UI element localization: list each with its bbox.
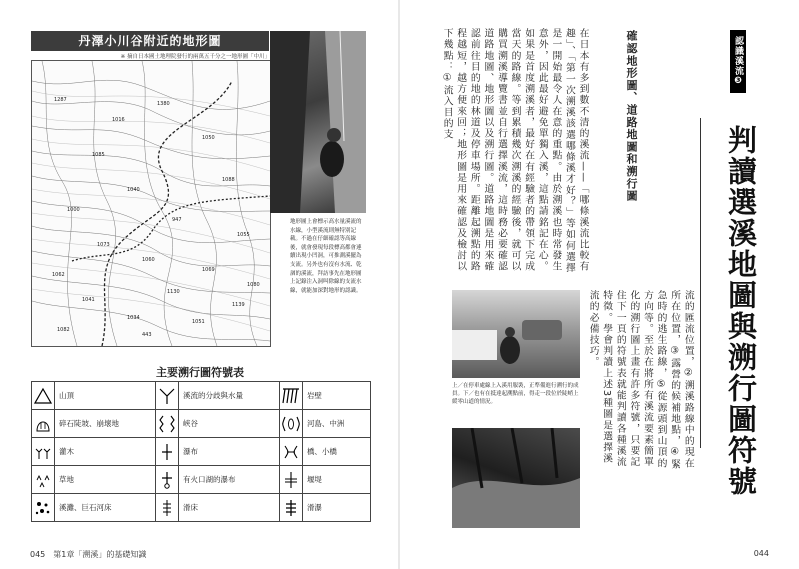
- legend-title: 主要溯行圖符號表: [156, 366, 244, 379]
- scree-slope-symbol-icon: [32, 410, 55, 438]
- map-label: 947: [172, 217, 182, 223]
- legend-row: [32, 494, 371, 522]
- map-label: 1088: [222, 177, 235, 183]
- page-footer-left: 045 第1章「溯溪」的基礎知識: [30, 550, 147, 559]
- legend-label: 滑瀑: [302, 494, 370, 522]
- map-label: 1085: [92, 152, 105, 158]
- photo-mountain-trail: [452, 428, 580, 528]
- body-text-lower: 流的匯流位置，②溯溪路線中的現在所在位置，③露營的候補地點，④緊急時的逃生路線，⑤從源頭到山頂的方向等。至於在將所有溪流要素簡單化的溯行圖上畫有許多符號，只要記住下一頁的符號表就能判讀各種溪流特徵。學會判讀上述3種圖是選擇溪流的必備技巧。: [587, 290, 694, 470]
- bridge-symbol-icon: [279, 438, 302, 466]
- boulder-riverbed-symbol-icon: [32, 494, 55, 522]
- map-label: 1130: [167, 289, 180, 295]
- legend-label: 峽谷: [178, 410, 279, 438]
- slide-bed-symbol-icon: [155, 494, 178, 522]
- river-island-symbol-icon: [279, 410, 302, 438]
- climber-photo-graphic: [270, 31, 366, 213]
- legend-label: 山頂: [55, 382, 156, 410]
- photo-caption: 上／在停車處線上入溪用服裝，正準備進行溯行的成員。下／也有在抵達起溯點前，得走一段位於陡峭上緩零山道的情況。: [452, 383, 579, 405]
- legend-row: [32, 438, 371, 466]
- map-label: 1050: [202, 135, 215, 141]
- legend-label: 碎石陡坡、崩壞地: [55, 410, 156, 438]
- parking-photo-graphic: [452, 290, 580, 378]
- trail-photo-graphic: [452, 428, 580, 528]
- contour-map-graphic: [32, 61, 270, 346]
- page-footer-right: 044: [753, 549, 769, 558]
- topographic-map: [31, 60, 271, 347]
- map-label: 1060: [142, 257, 155, 263]
- gorge-symbol-icon: [155, 410, 178, 438]
- legend-label: 有火口湖的瀑布: [178, 466, 279, 494]
- map-elevation-labels: [52, 97, 260, 338]
- symbol-legend-table: [31, 381, 371, 522]
- legend-label: 瀑布: [178, 438, 279, 466]
- section-heading: 確認地形圖、道路地圖和溯行圖: [625, 30, 638, 203]
- stream-fork-symbol-icon: [155, 382, 178, 410]
- map-label: 1000: [67, 207, 80, 213]
- left-page: [0, 0, 399, 569]
- legend-row: [32, 382, 371, 410]
- map-label: 1287: [54, 97, 67, 103]
- weir-symbol-icon: [279, 466, 302, 494]
- map-label: 1041: [82, 297, 95, 303]
- map-label: 1082: [57, 327, 70, 333]
- title-divider: [700, 118, 701, 448]
- photo-parking-gear-up: [452, 290, 580, 378]
- plunge-pool-waterfall-symbol-icon: [155, 466, 178, 494]
- map-label: 1051: [192, 319, 205, 325]
- map-title: 丹澤小川谷附近的地形圖: [31, 31, 269, 51]
- legend-label: 溪灘、巨石河床: [55, 494, 156, 522]
- right-page: [400, 0, 799, 569]
- summit-symbol-icon: [32, 382, 55, 410]
- map-label: 1062: [52, 272, 65, 278]
- legend-label: 灌木: [55, 438, 156, 466]
- map-label: 1073: [97, 242, 110, 248]
- slide-falls-symbol-icon: [279, 494, 302, 522]
- map-label: 1034: [127, 315, 140, 321]
- photo-climber-waterfall: [270, 31, 366, 213]
- legend-row: [32, 466, 371, 494]
- map-label: 1040: [127, 187, 140, 193]
- map-label: 1069: [202, 267, 215, 273]
- waterfall-symbol-icon: [155, 438, 178, 466]
- legend-label: 河島、中洲: [302, 410, 370, 438]
- map-caption: 地形圖上會標示高水量溪流的水線，小型溪流則無特別記載。不過在仔細確認等高線後，就會發現每段標高都會連續出現小凹洞，可推測溪擺為支流。另外也有沒有水流、乾涸的溪流，拜訪事先在地形圖上記錄注入洞叫除線的支流水線，就能加深對地形的認識。: [290, 219, 362, 294]
- map-label: 1380: [157, 101, 170, 107]
- legend-label: 草地: [55, 466, 156, 494]
- legend-label: 滑床: [178, 494, 279, 522]
- map-label: 1016: [112, 117, 125, 123]
- map-label: 1055: [237, 232, 250, 238]
- body-text-upper: 在日本有多到數不清的溪流——「哪條溪流比較有趣」、「第一次溯溪該選哪條溪才好？」等如何選擇是一開始最令人在意的重點。由於溯溪也時常發生意外，因此最好避免單獨入溪，這點請銘記在心。如果是首度溯溪者，最好在有經驗者的帶領下完成當天的路線。等到累積幾次溯溪的經驗後，就可以購買溯溪導覽書並自行選擇溪流，這時務必要確認道路地圖、地形圖以及溯行圖。道路地圖是用來確認前往目的地的林道及停車場所。距離起溯點的路程越短，越方便來回；地形圖是用來確認及檢討以下幾點：①流入目的支: [441, 28, 589, 274]
- legend-label: 橋、小橋: [302, 438, 370, 466]
- map-label: 1139: [232, 302, 245, 308]
- grassland-symbol-icon: [32, 466, 55, 494]
- legend-label: 溪流的分歧與水量: [178, 382, 279, 410]
- legend-label: 堰堤: [302, 466, 370, 494]
- rock-wall-symbol-icon: [279, 382, 302, 410]
- legend-row: [32, 410, 371, 438]
- shrub-symbol-icon: [32, 438, 55, 466]
- series-tag: 認識溪流❸: [730, 30, 746, 93]
- map-label: 443: [142, 332, 152, 338]
- legend-label: 岩壁: [302, 382, 370, 410]
- map-source-note: ※ 摘自日本國土地理院發行的兩萬五千分之一地形圖「中川」: [120, 54, 270, 60]
- page-title: 判讀選溪地圖與溯行圖符號: [724, 125, 758, 497]
- map-label: 1080: [247, 282, 260, 288]
